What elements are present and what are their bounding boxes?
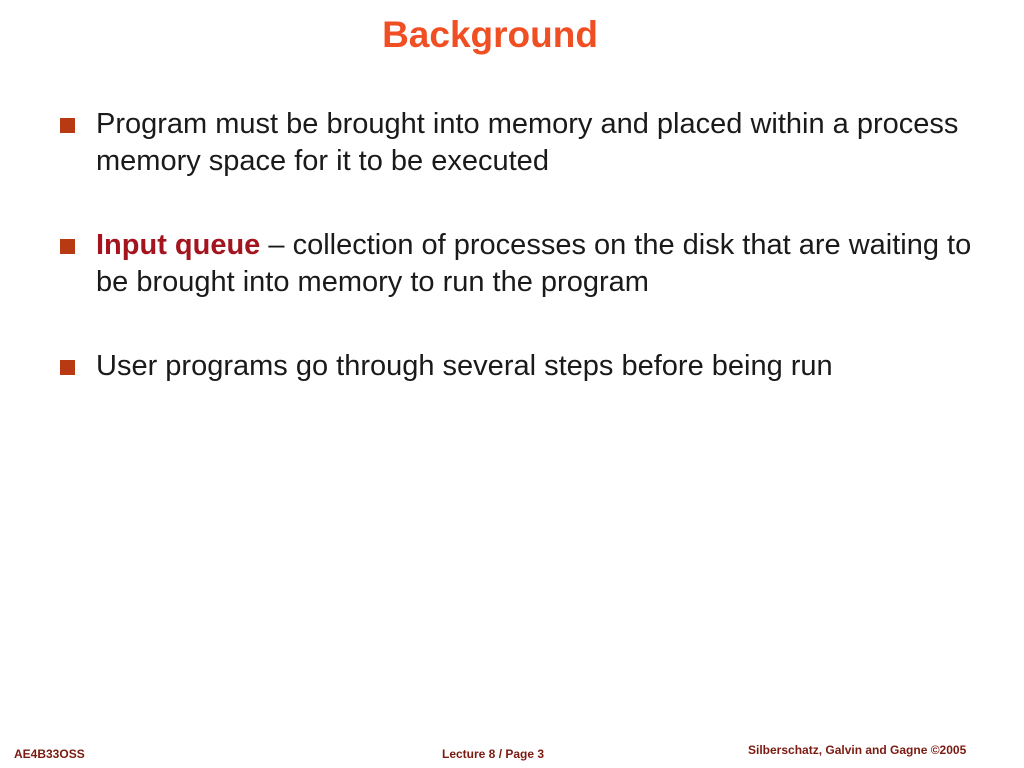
square-bullet-icon	[60, 360, 75, 375]
bullet-item	[58, 106, 998, 180]
bullet-list	[58, 106, 998, 432]
footer-copyright: Silberschatz, Galvin and Gagne ©2005	[748, 743, 967, 757]
slide-title: Background	[382, 14, 598, 55]
square-bullet-icon	[60, 118, 75, 133]
bullet-term: Input queue	[96, 229, 261, 261]
bullet-text: Program must be brought into memory and placed within a process memory space for it to be executed	[96, 108, 959, 177]
bullet-item	[58, 348, 998, 385]
bullet-item	[58, 227, 998, 301]
footer-course-code: AE4B33OSS	[14, 747, 85, 761]
footer-page-number: Lecture 8 / Page 3	[442, 747, 545, 761]
bullet-text: – collection of processes on the disk that are waiting to be brought into memory to run the program	[96, 229, 972, 298]
square-bullet-icon	[60, 239, 75, 254]
bullet-text: User programs go through several steps before being run	[96, 350, 833, 382]
